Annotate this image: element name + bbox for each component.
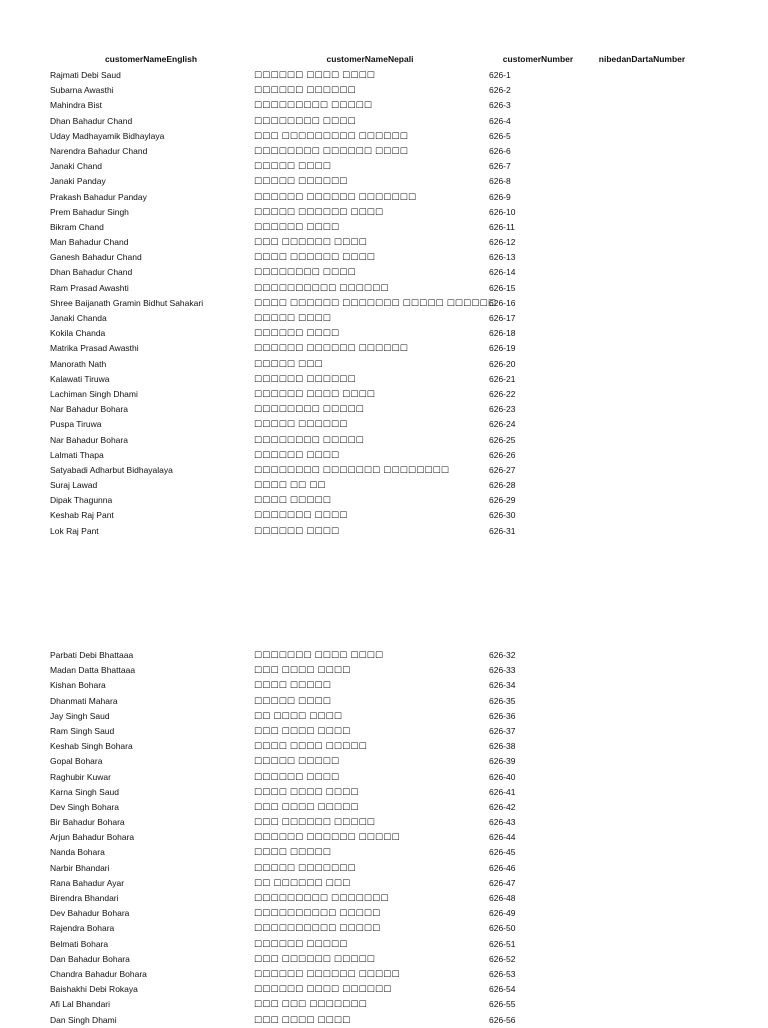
customer-number-cell: 626-40: [489, 771, 516, 782]
table-row: [0, 891, 768, 906]
customer-name-nepali-cell: □□□□□□ □□□□: [254, 525, 340, 536]
customer-number-cell: 626-56: [489, 1014, 516, 1025]
customer-name-nepali-cell: □□□□ □□□□□: [254, 680, 331, 691]
customer-number-cell: 626-55: [489, 999, 516, 1010]
customer-name-nepali-cell: □□□□ □□□□□□ □□□□: [254, 252, 376, 263]
customer-name-nepali-cell: □□□□ □□□□□: [254, 495, 331, 506]
customer-name-nepali-cell: □□□□□□ □□□□: [254, 771, 340, 782]
customer-name-english-cell: Ram Singh Saud: [50, 725, 115, 736]
table-row: [0, 478, 768, 493]
customer-number-cell: 626-22: [489, 388, 516, 399]
customer-name-english-cell: Dhan Bahadur Chand: [50, 115, 133, 126]
customer-name-english-cell: Birendra Bhandari: [50, 893, 119, 903]
customer-name-english-cell: Lalmati Thapa: [50, 449, 104, 460]
customer-name-english-cell: Matrika Prasad Awasthi: [50, 343, 139, 354]
table-row: [0, 921, 768, 936]
table-row: [0, 190, 768, 205]
table-row: [0, 663, 768, 678]
customer-number-cell: 626-15: [489, 282, 516, 293]
customer-name-nepali-cell: □□□□□□ □□□□: [254, 449, 340, 460]
customer-name-english-cell: Manorath Nath: [50, 358, 107, 369]
customer-name-nepali-cell: □□□□□ □□□□: [254, 695, 331, 706]
customer-name-nepali-cell: □□□□□□ □□□□□□: [254, 373, 356, 384]
customer-number-cell: 626-24: [489, 419, 516, 430]
table-row: [0, 785, 768, 800]
customer-name-nepali-cell: □□□ □□□□ □□□□: [254, 665, 351, 676]
customer-number-cell: 626-3: [489, 100, 511, 111]
customer-name-english-cell: Man Bahadur Chand: [50, 237, 129, 248]
customer-number-cell: 626-14: [489, 267, 516, 278]
customer-name-english-cell: Jay Singh Saud: [50, 710, 110, 721]
customer-name-english-cell: Janaki Chand: [50, 161, 102, 172]
customer-name-nepali-cell: □□ □□□□ □□□□: [254, 710, 343, 721]
table-row: [0, 98, 768, 113]
customer-name-nepali-cell: □□□□□□□□ □□□□□: [254, 434, 364, 445]
table-row: [0, 114, 768, 129]
customer-number-cell: 626-11: [489, 221, 515, 232]
customer-number-cell: 626-32: [489, 650, 516, 660]
table-row: [0, 144, 768, 159]
customer-name-nepali-cell: □□□□□□ □□□□□□ □□□□□□□: [254, 191, 417, 202]
customer-number-cell: 626-36: [489, 710, 516, 721]
table-row: [0, 724, 768, 739]
customer-name-nepali-cell: □□□□□□□□ □□□□□: [254, 404, 364, 415]
table-row: [0, 861, 768, 876]
customer-name-english-cell: Keshab Raj Pant: [50, 510, 114, 521]
customer-name-english-cell: Lachiman Singh Dhami: [50, 388, 138, 399]
customer-number-cell: 626-12: [489, 237, 516, 248]
customer-name-nepali-cell: □□□ □□□□ □□□□□: [254, 801, 359, 812]
column-header-row: [0, 54, 768, 66]
customer-name-english-cell: Afi Lal Bhandari: [50, 999, 111, 1010]
customer-number-cell: 626-8: [489, 176, 511, 187]
customer-name-english-cell: Satyabadi Adharbut Bidhayalaya: [50, 464, 173, 475]
customer-table-block-2: [0, 648, 768, 1028]
table-row: [0, 83, 768, 98]
table-row: [0, 341, 768, 356]
customer-name-english-cell: Dan Bahadur Bohara: [50, 953, 130, 964]
customer-name-english-cell: Prakash Bahadur Panday: [50, 191, 147, 202]
customer-name-english-cell: Prem Bahadur Singh: [50, 206, 129, 217]
customer-name-english-cell: Bir Bahadur Bohara: [50, 817, 125, 828]
table-row: [0, 250, 768, 265]
customer-number-cell: 626-28: [489, 480, 516, 491]
table-row: [0, 402, 768, 417]
customer-number-cell: 626-19: [489, 343, 516, 354]
customer-name-nepali-cell: □□□□□□□ □□□□: [254, 510, 348, 521]
table-row: [0, 876, 768, 891]
table-row: [0, 174, 768, 189]
customer-name-nepali-cell: □□□□ □□□□ □□□□: [254, 786, 359, 797]
customer-name-nepali-cell: □□□□□ □□□: [254, 358, 323, 369]
table-row: [0, 129, 768, 144]
customer-name-english-cell: Rana Bahadur Ayar: [50, 877, 125, 888]
customer-name-nepali-cell: □□□ □□□□ □□□□: [254, 1014, 351, 1025]
customer-name-english-cell: Suraj Lawad: [50, 480, 98, 491]
customer-name-nepali-cell: □□□□□□□□ □□□□□□ □□□□: [254, 145, 408, 156]
customer-name-english-cell: Baishakhi Debi Rokaya: [50, 984, 138, 995]
customer-number-cell: 626-34: [489, 680, 516, 691]
customer-name-english-cell: Belmati Bohara: [50, 938, 109, 949]
customer-name-english-cell: Parbati Debi Bhattaaa: [50, 650, 134, 660]
customer-number-cell: 626-31: [489, 525, 516, 536]
customer-name-nepali-cell: □□□□□ □□□□□□: [254, 176, 348, 187]
table-row: [0, 433, 768, 448]
customer-name-nepali-cell: □□□□ □□□□ □□□□□: [254, 741, 367, 752]
customer-number-cell: 626-21: [489, 373, 516, 384]
customer-number-cell: 626-53: [489, 968, 516, 979]
table-row: [0, 830, 768, 845]
table-row: [0, 417, 768, 432]
customer-name-english-cell: Dev Bahadur Bohara: [50, 908, 130, 919]
customer-name-nepali-cell: □□□□□□ □□□□□□: [254, 85, 356, 96]
customer-number-cell: 626-29: [489, 495, 516, 506]
customer-name-nepali-cell: □□□□□□□□□□ □□□□□: [254, 923, 381, 934]
table-row: [0, 997, 768, 1012]
table-row: [0, 508, 768, 523]
customer-number-cell: 626-6: [489, 145, 511, 156]
customer-name-nepali-cell: □□□□□□ □□□□: [254, 221, 340, 232]
customer-number-cell: 626-7: [489, 161, 511, 172]
customer-name-english-cell: Lok Raj Pant: [50, 525, 99, 536]
table-row: [0, 754, 768, 769]
table-row: [0, 937, 768, 952]
table-row: [0, 1013, 768, 1028]
customer-name-english-cell: Arjun Bahadur Bohara: [50, 832, 135, 843]
customer-name-nepali-cell: □□□□□□□□□ □□□□□□□: [254, 893, 389, 903]
customer-name-nepali-cell: □□ □□□□□□ □□□: [254, 877, 351, 888]
customer-name-nepali-cell: □□□□□□ □□□□□: [254, 938, 348, 949]
table-row: [0, 220, 768, 235]
customer-name-english-cell: Kalawati Tiruwa: [50, 373, 110, 384]
customer-name-nepali-cell: □□□□ □□ □□: [254, 480, 326, 491]
customer-name-english-cell: Subarna Awasthi: [50, 85, 114, 96]
customer-name-nepali-cell: □□□□ □□□□□: [254, 847, 331, 858]
table-row: [0, 815, 768, 830]
customer-name-nepali-cell: □□□ □□□□□□ □□□□□: [254, 953, 376, 964]
table-row: [0, 678, 768, 693]
customer-name-nepali-cell: □□□ □□□□□□ □□□□: [254, 237, 367, 248]
customer-name-nepali-cell: □□□□□ □□□□□□□: [254, 862, 356, 873]
table-row: [0, 265, 768, 280]
customer-name-nepali-cell: □□□ □□□□□□ □□□□□: [254, 817, 376, 828]
customer-number-cell: 626-10: [489, 206, 516, 217]
customer-name-nepali-cell: □□□□□□ □□□□□□ □□□□□: [254, 832, 400, 843]
customer-name-nepali-cell: □□□□□ □□□□□: [254, 756, 340, 767]
customer-number-cell: 626-26: [489, 449, 516, 460]
table-row: [0, 800, 768, 815]
customer-name-nepali-cell: □□□□ □□□□□□ □□□□□□□ □□□□□ □□□□□□: [254, 297, 497, 308]
header-customer-number: customerNumber: [502, 54, 574, 64]
customer-name-english-cell: Dan Singh Dhami: [50, 1014, 117, 1025]
customer-name-nepali-cell: □□□□□□ □□□□ □□□□□□: [254, 984, 392, 995]
customer-name-english-cell: Nar Bahadur Bohara: [50, 404, 128, 415]
customer-name-nepali-cell: □□□□□□□ □□□□ □□□□: [254, 650, 384, 660]
customer-name-english-cell: Karna Singh Saud: [50, 786, 119, 797]
customer-name-english-cell: Raghubir Kuwar: [50, 771, 111, 782]
customer-name-nepali-cell: □□□□□□ □□□□: [254, 328, 340, 339]
customer-number-cell: 626-44: [489, 832, 516, 843]
customer-name-nepali-cell: □□□□□□ □□□□ □□□□: [254, 388, 376, 399]
customer-name-nepali-cell: □□□□□□ □□□□□□ □□□□□: [254, 968, 400, 979]
customer-number-cell: 626-13: [489, 252, 516, 263]
customer-name-nepali-cell: □□□□□ □□□□□□: [254, 419, 348, 430]
customer-number-cell: 626-50: [489, 923, 516, 934]
customer-number-cell: 626-46: [489, 862, 516, 873]
customer-number-cell: 626-33: [489, 665, 516, 676]
customer-name-english-cell: Ram Prasad Awashti: [50, 282, 129, 293]
customer-number-cell: 626-16: [489, 297, 516, 308]
customer-name-english-cell: Kishan Bohara: [50, 680, 106, 691]
customer-name-english-cell: Rajmati Debi Saud: [50, 70, 121, 80]
table-row: [0, 739, 768, 754]
customer-number-cell: 626-47: [489, 877, 516, 888]
table-row: [0, 205, 768, 220]
table-row: [0, 524, 768, 539]
customer-number-cell: 626-54: [489, 984, 516, 995]
customer-number-cell: 626-41: [489, 786, 516, 797]
header-customer-name-nepali: customerNameNepali: [326, 54, 414, 64]
table-row: [0, 387, 768, 402]
customer-name-nepali-cell: □□□□□□□□ □□□□: [254, 115, 356, 126]
customer-number-cell: 626-49: [489, 908, 516, 919]
customer-name-english-cell: Shree Baijanath Gramin Bidhut Sahakari: [50, 297, 204, 308]
customer-name-nepali-cell: □□□□□□ □□□□ □□□□: [254, 70, 376, 80]
table-row: [0, 493, 768, 508]
table-row: [0, 952, 768, 967]
customer-name-english-cell: Janaki Panday: [50, 176, 106, 187]
customer-number-cell: 626-43: [489, 817, 516, 828]
customer-number-cell: 626-17: [489, 313, 516, 323]
customer-name-nepali-cell: □□□□□□□□□ □□□□□: [254, 100, 373, 111]
customer-name-english-cell: Puspa Tiruwa: [50, 419, 102, 430]
customer-name-nepali-cell: □□□□□□□□□□ □□□□□□: [254, 282, 389, 293]
customer-number-cell: 626-45: [489, 847, 516, 858]
customer-number-cell: 626-23: [489, 404, 516, 415]
customer-name-nepali-cell: □□□ □□□□ □□□□: [254, 725, 351, 736]
customer-name-english-cell: Rajendra Bohara: [50, 923, 115, 934]
customer-name-english-cell: Gopal Bohara: [50, 756, 103, 767]
table-row: [0, 296, 768, 311]
customer-name-english-cell: Dhan Bahadur Chand: [50, 267, 133, 278]
customer-number-cell: 626-1: [489, 70, 511, 80]
table-row: [0, 982, 768, 997]
table-row: [0, 159, 768, 174]
customer-number-cell: 626-48: [489, 893, 516, 903]
header-customer-name-english: customerNameEnglish: [104, 54, 198, 64]
customer-name-english-cell: Chandra Bahadur Bohara: [50, 968, 147, 979]
table-row: [0, 68, 768, 83]
table-row: [0, 694, 768, 709]
customer-name-english-cell: Nanda Bohara: [50, 847, 105, 858]
customer-number-cell: 626-25: [489, 434, 516, 445]
customer-number-cell: 626-5: [489, 130, 511, 141]
customer-name-nepali-cell: □□□□□□□□ □□□□□□□ □□□□□□□□: [254, 464, 450, 475]
customer-name-english-cell: Narbir Bhandari: [50, 862, 110, 873]
customer-name-nepali-cell: □□□□□ □□□□: [254, 313, 331, 323]
table-row: [0, 709, 768, 724]
table-row: [0, 463, 768, 478]
customer-number-cell: 626-20: [489, 358, 516, 369]
customer-name-nepali-cell: □□□□□□□□□□ □□□□□: [254, 908, 381, 919]
customer-number-cell: 626-4: [489, 115, 511, 126]
table-row: [0, 372, 768, 387]
header-nibedan-darta-number: nibedanDartaNumber: [598, 54, 686, 64]
table-row: [0, 235, 768, 250]
table-row: [0, 906, 768, 921]
customer-name-english-cell: Narendra Bahadur Chand: [50, 145, 148, 156]
customer-name-nepali-cell: □□□□□ □□□□: [254, 161, 331, 172]
customer-table-block-1: [0, 68, 768, 539]
customer-number-cell: 626-51: [489, 938, 516, 949]
customer-name-nepali-cell: □□□ □□□ □□□□□□□: [254, 999, 367, 1010]
customer-name-nepali-cell: □□□□□□□□ □□□□: [254, 267, 356, 278]
customer-number-cell: 626-27: [489, 464, 516, 475]
customer-number-cell: 626-35: [489, 695, 516, 706]
customer-name-english-cell: Bikram Chand: [50, 221, 104, 232]
table-row: [0, 770, 768, 785]
table-row: [0, 311, 768, 326]
customer-name-nepali-cell: □□□□□ □□□□□□ □□□□: [254, 206, 384, 217]
table-row: [0, 326, 768, 341]
customer-name-english-cell: Uday Madhayamik Bidhaylaya: [50, 130, 165, 141]
customer-number-cell: 626-38: [489, 741, 516, 752]
customer-number-cell: 626-18: [489, 328, 516, 339]
customer-number-cell: 626-30: [489, 510, 516, 521]
customer-name-english-cell: Janaki Chanda: [50, 313, 107, 323]
customer-name-english-cell: Keshab Singh Bohara: [50, 741, 133, 752]
customer-number-cell: 626-39: [489, 756, 516, 767]
customer-name-english-cell: Dhanmati Mahara: [50, 695, 118, 706]
table-row: [0, 448, 768, 463]
customer-name-nepali-cell: □□□ □□□□□□□□□ □□□□□□: [254, 130, 408, 141]
customer-name-english-cell: Nar Bahadur Bohara: [50, 434, 128, 445]
customer-name-english-cell: Ganesh Bahadur Chand: [50, 252, 142, 263]
customer-name-english-cell: Madan Datta Bhattaaa: [50, 665, 136, 676]
table-row: [0, 967, 768, 982]
table-row: [0, 648, 768, 663]
customer-number-cell: 626-2: [489, 85, 511, 96]
customer-number-cell: 626-52: [489, 953, 516, 964]
table-row: [0, 357, 768, 372]
customer-name-english-cell: Mahindra Bist: [50, 100, 102, 111]
customer-number-cell: 626-37: [489, 725, 516, 736]
table-row: [0, 845, 768, 860]
customer-name-english-cell: Kokila Chanda: [50, 328, 106, 339]
customer-number-cell: 626-9: [489, 191, 511, 202]
customer-name-english-cell: Dipak Thagunna: [50, 495, 113, 506]
table-row: [0, 281, 768, 296]
customer-name-nepali-cell: □□□□□□ □□□□□□ □□□□□□: [254, 343, 408, 354]
customer-name-english-cell: Dev Singh Bohara: [50, 801, 119, 812]
customer-number-cell: 626-42: [489, 801, 516, 812]
